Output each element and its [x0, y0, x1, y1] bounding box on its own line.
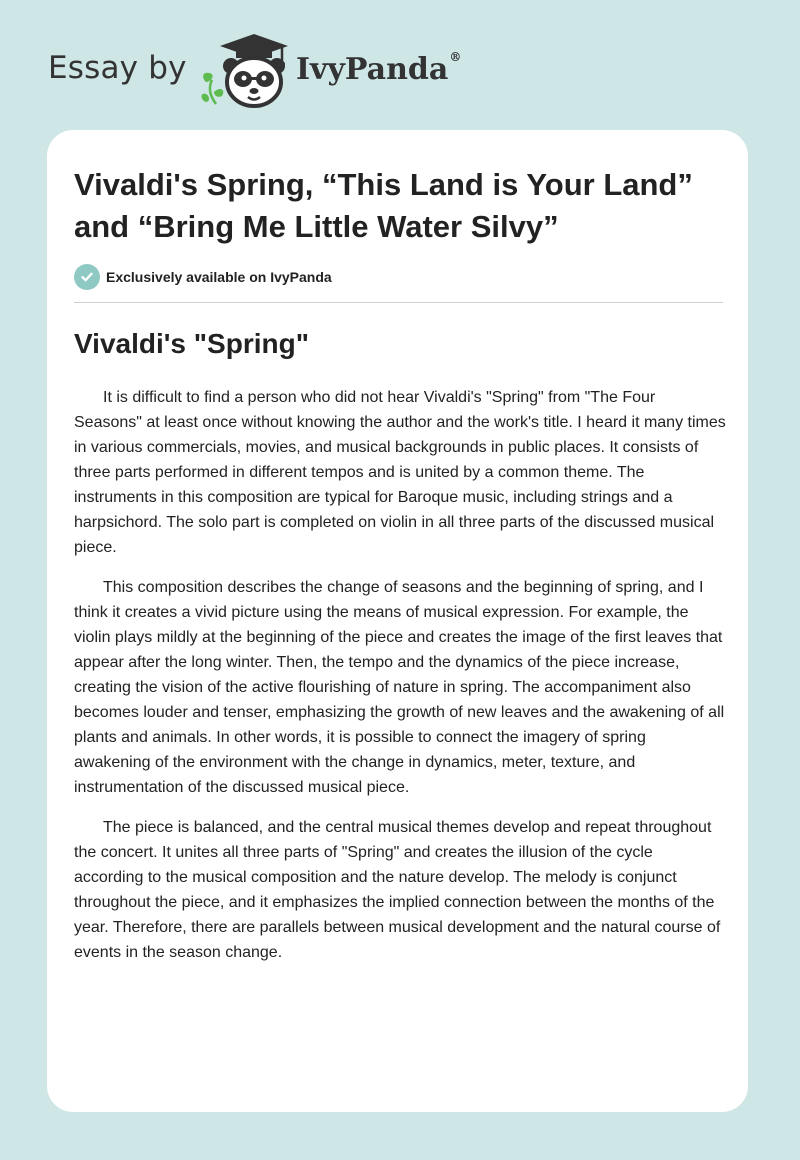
- panda-graduate-logo-icon[interactable]: [198, 30, 294, 110]
- paragraph: The piece is balanced, and the central musical themes develop and repeat throughout the concert. It unites all three parts of "Spring" and creates the illusion of the cycle according to the musical composition and the nature develop. The melody is conjunct throughout the piece, and it emphasizes the implied connection between the months of the year. Therefore, there are parallels between musical development and the natural course of events in the season change.: [74, 819, 721, 961]
- exclusive-badge: [74, 264, 332, 290]
- section-heading: Vivaldi's "Spring": [74, 328, 309, 359]
- registered-mark: ®: [449, 50, 462, 64]
- paragraph: This composition describes the change of seasons and the beginning of spring, and I think it creates a vivid picture using the means of musical expression. For example, the violin plays mildly at the beginning of the piece and creates the image of the first leaves that appear after the long winter. Then, the tempo and the dynamics of the piece increase, creating the vision of the active flourishing of nature in spring. The accompaniment also becomes louder and tenser, emphasizing the growth of new leaves and the awakening of all plants and animals. In other words, it is possible to connect the imagery of spring awakening of the environment with the change in dynamics, meter, texture, and instrumentation of the discussed musical piece.: [74, 579, 725, 796]
- essay-title: Vivaldi's Spring, “This Land is Your Land” and “Bring Me Little Water Silvy”: [74, 167, 693, 244]
- brand-name[interactable]: [296, 52, 461, 87]
- essay-body: [74, 385, 726, 980]
- divider: [74, 302, 723, 303]
- brand-name-text: IvyPanda: [296, 52, 449, 87]
- exclusive-label: Exclusively available on IvyPanda: [106, 269, 332, 285]
- paragraph: It is difficult to find a person who did not hear Vivaldi's "Spring" from "The Four Seasons" at least once without knowing the author and the work's title. I heard it many times in various commercials, movies, and musical backgrounds in public places. It consists of three parts performed in different tempos and is united by a common theme. The instruments in this composition are typical for Baroque music, including strings and a harpsichord. The solo part is completed on violin in all three parts of the discussed musical piece.: [74, 389, 726, 556]
- site-header: [0, 0, 800, 130]
- essay-card: [47, 130, 748, 1112]
- essay-by-label: Essay by: [48, 50, 187, 86]
- check-circle-icon: [74, 264, 100, 290]
